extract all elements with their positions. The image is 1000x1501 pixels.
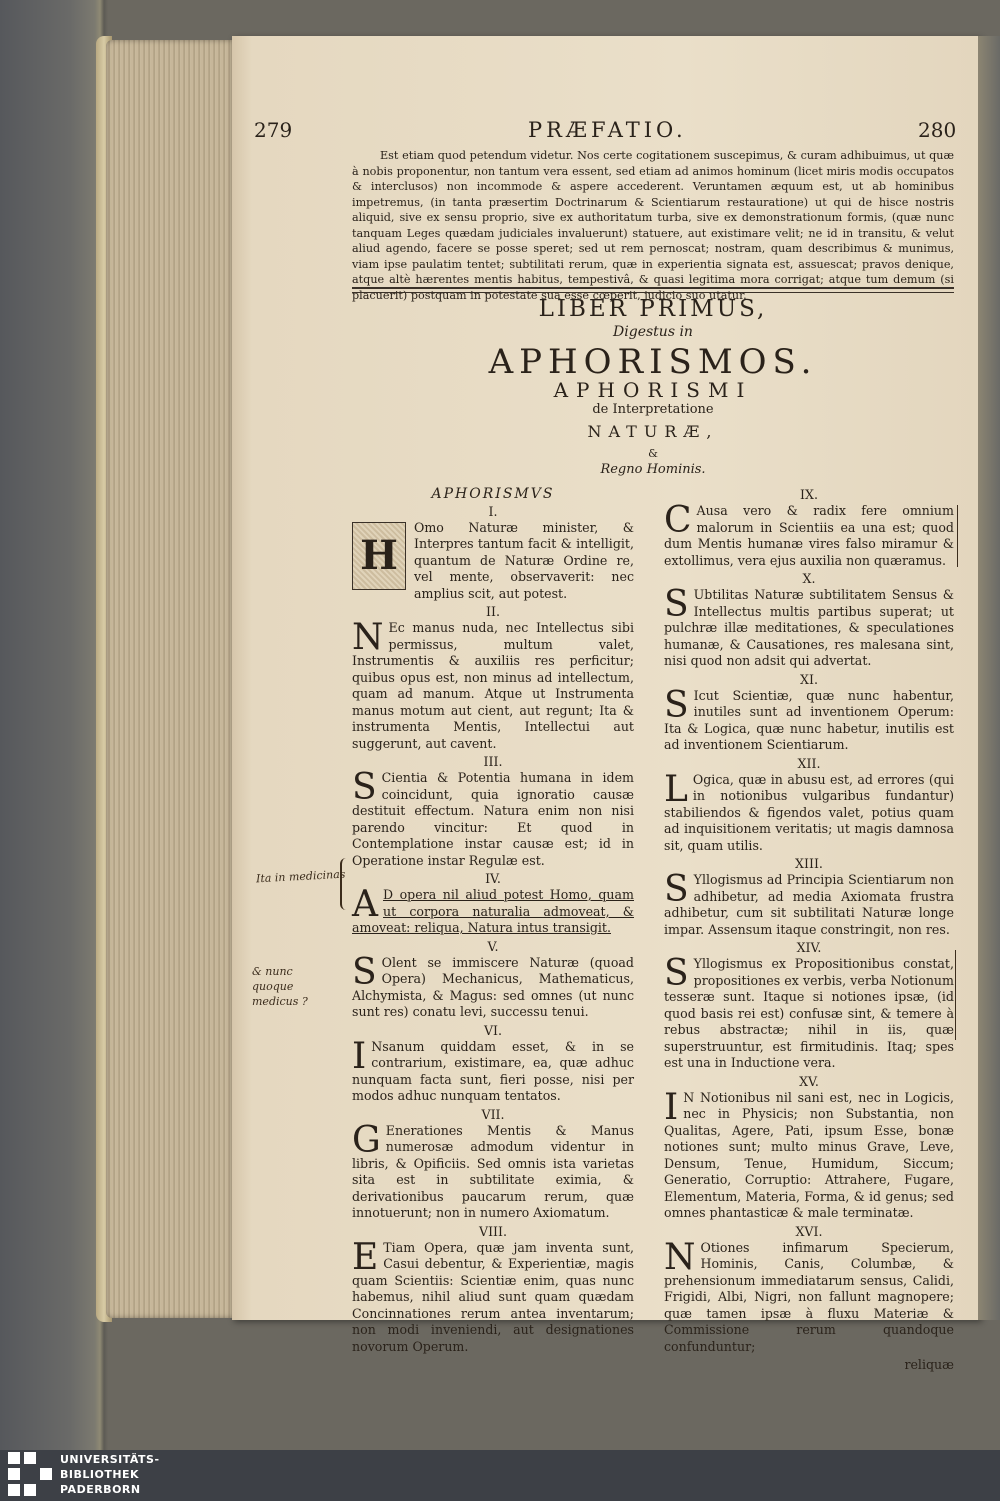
drop-initial: N: [352, 617, 384, 658]
title-naturae: NATURÆ,: [587, 422, 719, 441]
aphorism-text: [664, 584, 954, 670]
drop-initial: S: [664, 953, 689, 994]
library-name-line: PADERBORN: [60, 1483, 141, 1496]
aphorism-text: [664, 768, 954, 855]
column-heading: APHORISMVS: [431, 486, 555, 502]
aphorism-text: [664, 953, 954, 1072]
aphorism-number: XIV.: [796, 940, 822, 955]
aphorism-body: Ec manus nuda, nec Intellectus sibi permissus, multum valet, Instrumentis & auxiliis res perficitur; quibus opus est, non minus ad intellectum, quam ad manum. Atque ut Instrumenta manus motum aut cient, aut regunt; Ita & instrumenta Mentis, Intellectui aut suggerunt, aut cavent.: [352, 620, 634, 751]
aphorism-text: [352, 617, 634, 752]
aphorism-body: Icut Scientiæ, quæ nunc habentur, inutiles sunt ad inventionem Operum: Ita & Logica, quæ nunc habetur, inutilis est ad inventionem Scientiarum.: [664, 687, 954, 752]
title-aphorismi: APHORISMI: [553, 378, 753, 402]
aphorism-body: Nsanum quiddam esset, & in se contrarium, existimare, ea, quæ adhuc nunquam facta sunt, fieri posse, nisi per modos adhuc nunquam tentatos.: [352, 1038, 634, 1103]
drop-initial: S: [664, 869, 689, 910]
title-de-interpretatione: de Interpretatione: [592, 402, 714, 417]
aphorism-text: [664, 869, 954, 938]
aphorism-number: I.: [488, 503, 498, 519]
aphorism-body: Otiones infimarum Specierum, Hominis, Canis, Columbæ, & prehensionum immediatarum sensus, Calidi, Frigidi, Albi, Nigri, non fallunt magnopere; quæ tamen ipsæ à fluxu Materiæ & Commissione rerum quandoque confunduntur;: [664, 1239, 954, 1354]
margin-line: [955, 950, 956, 1040]
aphorism-text: [352, 884, 634, 937]
book-title: LIBER PRIMUS,: [538, 296, 768, 322]
aphorism-text: [352, 1236, 634, 1356]
handwritten-note: & nunc quoque medicus ?: [252, 965, 308, 1008]
drop-initial: S: [664, 684, 689, 726]
preface-paragraph: [352, 148, 954, 303]
aphorism-number: XI.: [800, 671, 818, 687]
library-logo-icon: [8, 1452, 52, 1498]
drop-initial: I: [352, 1035, 367, 1077]
title-ampersand: &: [648, 447, 658, 460]
aphorism-body: Olent se immiscere Naturæ (quoad Opera) Mechanicus, Mathematicus, Alchymista, & Magus: sed omnes (ut nunc sunt res) conatu levi, successu tenui.: [352, 954, 634, 1019]
aphorism-number: X.: [802, 571, 816, 586]
aphorism-body: Tiam Opera, quæ jam inventa sunt, Casui debentur, & Experientiæ, magis quam Scientiis: Scientiæ enim, quas nunc habemus, nihil aliud sunt quam quædam Concinnationes rerum antea inventarum; non modi inveniendi, aut designationes novorum Operum.: [352, 1239, 634, 1354]
aphorism-number: XIII.: [795, 856, 823, 871]
drop-initial: S: [352, 951, 377, 993]
aphorism-body: Cientia & Potentia humana in idem coincidunt, quia ignoratio causæ destituit effectum. Natura enim non nisi parendo vincitur: Et quod in Contemplatione instar causæ est; id in Operatione instar Regulæ est.: [352, 770, 634, 868]
aphorism-number: III.: [483, 754, 503, 769]
drop-initial: A: [352, 884, 378, 925]
aphorism-number: VIII.: [478, 1223, 508, 1239]
catchword: reliquæ: [904, 1357, 954, 1372]
aphorism-number: XII.: [797, 755, 821, 771]
drop-initial: E: [352, 1236, 379, 1278]
aphorism-body: Omo Naturæ minister, & Interpres tantum facit & intelligit, quantum de Naturæ Ordine re, vel mente, observaverit: nec amplius scit, aut potest.: [414, 519, 634, 601]
aphorism-number: IV.: [485, 871, 501, 886]
left-page-number: 279: [254, 118, 293, 142]
drop-initial: C: [664, 500, 692, 541]
handwritten-note: Ita in medicinas: [255, 867, 346, 886]
library-name: [60, 1452, 160, 1497]
aphorism-body: Ubtilitas Naturæ subtilitatem Sensus & Intellectus multis partibus superat; ut pulchræ illæ meditationes, & speculationes humanæ, & Causationes, res malesana sint, nisi quod non adsit qui advertat.: [664, 587, 954, 668]
aphorism-body: D opera nil aliud potest Homo, quam ut corpora naturalia admoveat, & amoveat: reliqua, Natura intus transigit.: [352, 887, 634, 935]
aphorism-text: [352, 767, 634, 869]
aphorism-number: V.: [487, 938, 499, 954]
page-gutter: [978, 36, 1000, 1320]
drop-initial: L: [664, 768, 688, 810]
subtitle-digestus: Digestus in: [613, 324, 693, 340]
library-name-line: BIBLIOTHEK: [60, 1468, 140, 1481]
drop-initial: S: [664, 584, 689, 625]
aphorism-number: IX.: [800, 487, 818, 502]
aphorism-text: [352, 1035, 634, 1105]
aphorism-body: Ogica, quæ in abusu est, ad errores (qui in notionibus vulgaribus fundantur) stabiliendos & figendos valet, potius quam ad inquisitionem veritatis; ut magis damnosa sit, quam utilis.: [664, 771, 954, 853]
aphorism-text: [352, 1119, 634, 1222]
left-column: [352, 486, 634, 1357]
section-rule: [352, 287, 954, 293]
aphorism-number: II.: [486, 604, 500, 619]
aphorism-number: XVI.: [795, 1223, 823, 1239]
aphorism-text: [352, 951, 634, 1021]
drop-initial: G: [352, 1119, 381, 1161]
running-head: PRÆFATIO.: [528, 118, 687, 142]
preface-text: Est etiam quod petendum videtur. Nos certe cogitationem suscepimus, & curam adhibuimus, ut quæ à nobis proponentur, non tantum vera essent, sed etiam ad animos hominum (licet miris modis occupatos & interclusos) non incommode & aspere accederent. Veruntamen æquum est, ut ab hominibus impetremus, (in tanta præsertim Doctrinarum & Scientiarum restauratione) ut qui de hisce nostris aliquid, sive ex sensu proprio, sive ex authoritatum turba, sive ex demonstrationum formis, (quæ nunc tanquam Leges quædam judiciales invaluerunt) statuere, aut existimare velit; ne id in transitu, & velut aliud agendo, facere se posse speret; sed ut rem pernoscat; nostram, quam describimus & munimus, viam ipse paulatim tentet; subtilitati rerum, quæ in experientia signata est, assuescat; pravos denique, atque altè hærentes mentis habitus, tempestivâ, & quasi legitima mora corrigat; atque tum demum (si placuerit) postquam in potestate sua esse cœperit, judicio suo utatur.: [352, 149, 954, 302]
margin-bracket: [340, 858, 350, 910]
aphorism-body: Enerationes Mentis & Manus numerosæ admodum videntur in libris, & Opificiis. Sed omnis ista varietas sita est in subtilitate eximia, & derivationibus paucarum rerum, quæ innotuerunt; non in numero Axiomatum.: [352, 1122, 634, 1220]
title-aphorismos: APHORISMOS.: [488, 342, 818, 382]
decorated-initial: H: [352, 522, 406, 590]
drop-initial: S: [352, 767, 377, 808]
aphorism-text: [664, 1236, 954, 1356]
aphorism-text: [664, 1086, 954, 1222]
drop-initial: I: [664, 1086, 679, 1128]
aphorism-text: [664, 684, 954, 754]
title-regno-hominis: Regno Hominis.: [600, 462, 706, 477]
right-page-number: 280: [918, 118, 957, 142]
aphorism-body: N Notionibus nil sani est, nec in Logicis, nec in Physicis; non Substantia, non Qualitas, Agere, Pati, ipsum Esse, bonæ notiones sunt; multo minus Grave, Leve, Densum, Tenue, Humidum, Siccum; Generatio, Corruptio: Attrahere, Fugare, Elementum, Materia, Forma, & id genus; sed omnes phantasticæ & male terminatæ.: [664, 1089, 954, 1220]
aphorism-body: Yllogismus ad Principia Scientiarum non adhibetur, ad media Axiomata frustra adhibetur, cum sit subtilitati Naturæ longe impar. Assensum itaque constringit, non res.: [664, 872, 954, 937]
aphorism-number: VII.: [481, 1106, 505, 1122]
right-column: [664, 486, 954, 1374]
library-name-line: UNIVERSITÄTS-: [60, 1453, 160, 1466]
aphorism-body: Ausa vero & radix fere omnium malorum in Scientiis ea una est; quod dum Mentis humanæ vires falso miramur & extollimus, vera ejus auxilia non quæramus.: [664, 503, 954, 568]
aphorism-number: VI.: [483, 1022, 503, 1038]
aphorism-number: XV.: [799, 1073, 819, 1089]
drop-initial: N: [664, 1236, 696, 1278]
page-stack-edge: [106, 40, 234, 1318]
aphorism-text: [352, 520, 634, 603]
aphorism-text: [664, 500, 954, 569]
margin-line: [957, 505, 958, 567]
aphorism-body: Yllogismus ex Propositionibus constat, propositiones ex verbis, verba Notionum tesseræ sunt. Itaque si notiones ipsæ, (id quod basis rei est) confusæ sint, & temere à rebus abstractæ; nihil in iis, quæ superstruuntur, est firmitudinis. Itaq; spes est una in Inductione vera.: [664, 956, 954, 1070]
